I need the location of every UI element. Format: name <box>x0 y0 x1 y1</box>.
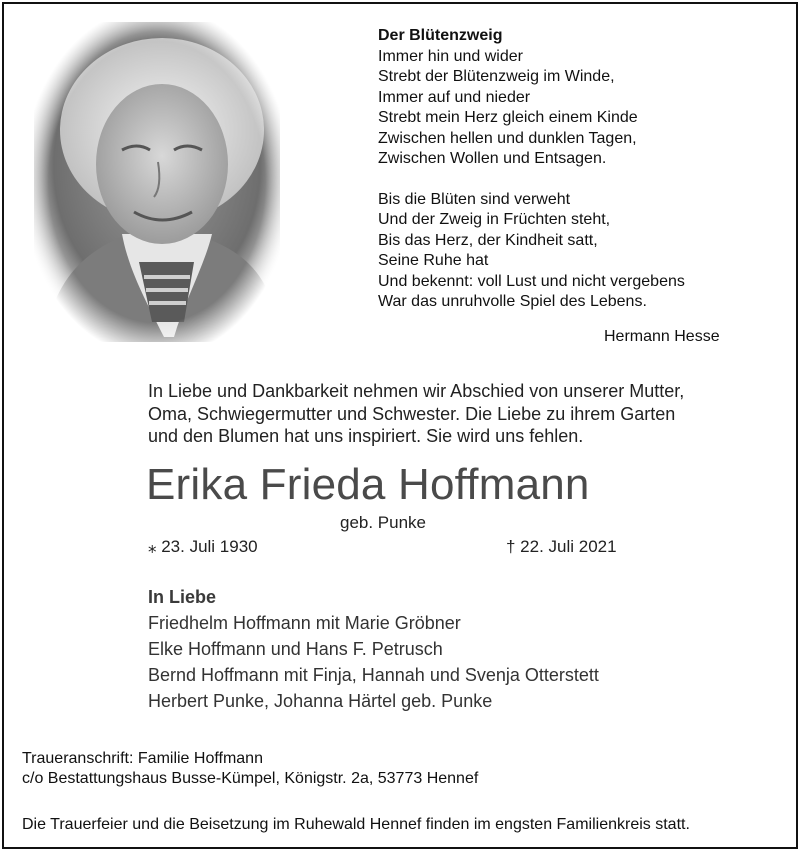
mourners-heading: In Liebe <box>148 587 217 607</box>
poem-line: Bis die Blüten sind verweht <box>378 190 571 208</box>
mourners-list <box>148 584 599 714</box>
mourner-entry: Herbert Punke, Johanna Härtel geb. Punke <box>148 691 493 711</box>
mourner-entry: Friedhelm Hoffmann mit Marie Gröbner <box>148 613 461 633</box>
poem-line: Immer auf und nieder <box>378 88 531 106</box>
poem-line: Seine Ruhe hat <box>378 252 489 269</box>
mourner-entry: Elke Hoffmann und Hans F. Petrusch <box>148 639 443 659</box>
death-date: † 22. Juli 2021 <box>506 537 617 556</box>
birth-date: ⁎ 23. Juli 1930 <box>148 537 258 556</box>
portrait-photo <box>34 22 280 342</box>
poem-line: Bis das Herz, der Kindheit satt, <box>378 231 598 249</box>
mourning-address <box>22 749 478 789</box>
poem-line: Zwischen hellen und dunklen Tagen, <box>378 129 637 147</box>
mourner-entry: Bernd Hoffmann mit Finja, Hannah und Svenja Otterstett <box>148 665 599 685</box>
poem <box>378 26 738 313</box>
poem-line: Strebt mein Herz gleich einem Kinde <box>378 109 638 126</box>
intro-text <box>148 380 748 448</box>
poem-line: Strebt der Blütenzweig im Winde, <box>378 68 615 85</box>
ceremony-note: Die Trauerfeier und die Beisetzung im Ruhewald Hennef finden im engsten Familienkreis statt. <box>22 816 690 833</box>
poem-line: War das unruhvolle Spiel des Lebens. <box>378 293 647 310</box>
poem-title: Der Blütenzweig <box>378 27 503 44</box>
poem-line: Zwischen Wollen und Entsagen. <box>378 150 607 167</box>
maiden-name: geb. Punke <box>340 513 427 532</box>
poem-line: Immer hin und wider <box>378 47 523 65</box>
poem-author: Hermann Hesse <box>604 328 720 345</box>
poem-line: Und bekennt: voll Lust und nicht vergebens <box>378 272 685 290</box>
poem-line: Und der Zweig in Früchten steht, <box>378 211 611 228</box>
address-line: Traueranschrift: Familie Hoffmann <box>22 750 263 767</box>
deceased-name: Erika Frieda Hoffmann <box>146 460 590 509</box>
address-line: c/o Bestattungshaus Busse-Kümpel, Königstr. 2a, 53773 Hennef <box>22 770 479 787</box>
intro-line: und den Blumen hat uns inspiriert. Sie wird uns fehlen. <box>148 426 584 446</box>
intro-line: In Liebe und Dankbarkeit nehmen wir Abschied von unserer Mutter, <box>148 381 685 401</box>
intro-line: Oma, Schwiegermutter und Schwester. Die Liebe zu ihrem Garten <box>148 403 676 424</box>
